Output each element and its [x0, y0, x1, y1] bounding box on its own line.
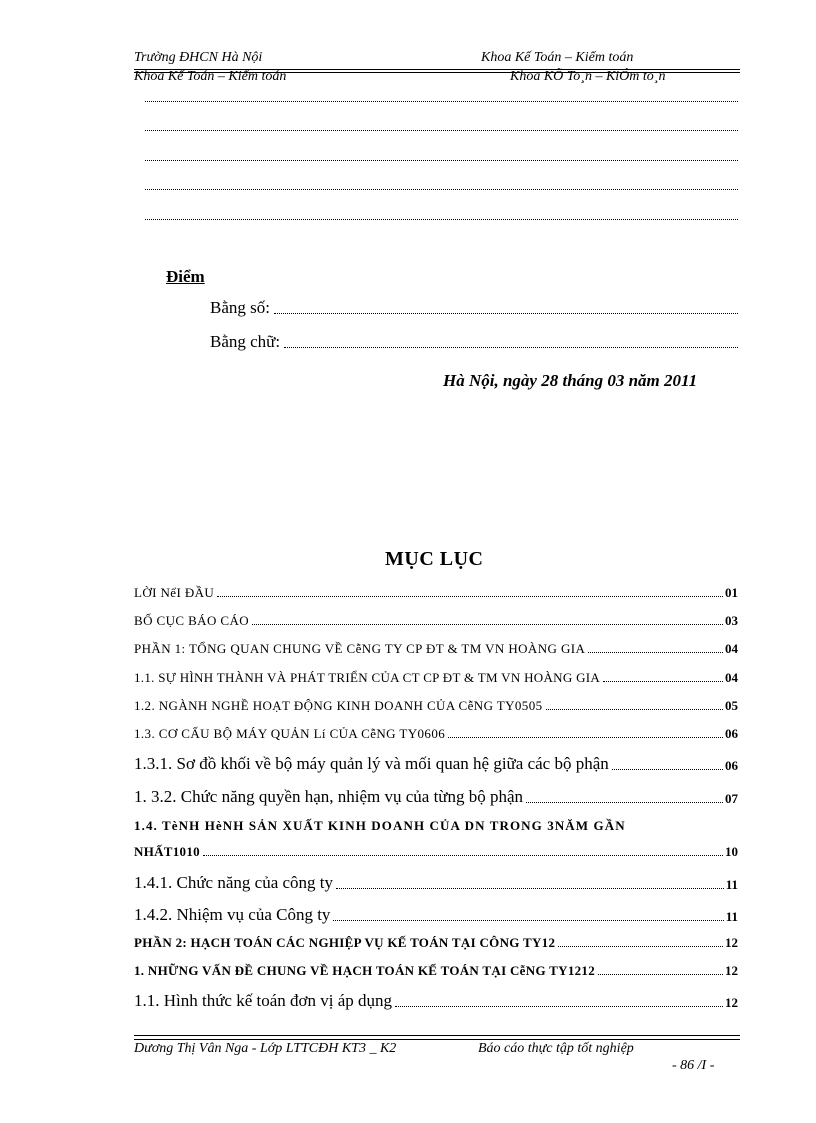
toc-entry [134, 613, 738, 629]
toc-leader [546, 709, 724, 710]
toc-entry-text: 1.3.1. Sơ đồ khối về bộ máy quản lý và mối quan hệ giữa các bộ phận [134, 754, 609, 773]
toc-entry-text: PHẦN 1: TỔNG QUAN CHUNG VỀ CễNG TY CP ĐT & TM VN HOÀNG GIA [134, 641, 586, 656]
toc-entry-page: 10 [725, 844, 738, 859]
comment-line [145, 219, 738, 220]
toc-entry-text: 1.4. TèNH HèNH SẢN XUẤT KINH DOANH CỦA DN TRONG 3NĂM GẦN [134, 818, 626, 833]
toc-entry-page: 03 [725, 613, 738, 628]
toc-leader [588, 652, 723, 653]
faculty-name: Khoa Kế Toán – Kiểm toán [481, 50, 634, 65]
toc-entry-page: 12 [725, 995, 738, 1010]
toc-leader [336, 888, 724, 889]
footer-report-title: Báo cáo thực tập tốt nghiệp [478, 1041, 634, 1056]
faculty-name-secondary: Khoa Kế Toán – Kiểm toán [134, 69, 287, 84]
toc-entry [134, 844, 738, 860]
footer-page-number: - 86 /I - [672, 1058, 715, 1073]
toc-entry [134, 754, 738, 774]
toc-entry-text: 1.4.1. Chức năng của công ty [134, 873, 334, 892]
toc-entry-page: 12 [725, 963, 738, 978]
score-words-blank [284, 347, 738, 348]
toc-entry [134, 585, 738, 601]
toc-entry [134, 641, 738, 657]
toc-entry-page: 04 [725, 641, 738, 656]
footer-divider [134, 1035, 740, 1036]
toc-entry-page: 06 [725, 758, 738, 773]
toc-entry-page: 11 [725, 909, 738, 924]
toc-entry [134, 670, 738, 686]
toc-entry [134, 873, 738, 893]
score-in-words [210, 332, 738, 352]
toc-leader [203, 855, 723, 856]
toc-entry-page: 01 [725, 585, 738, 600]
toc-entry-page: 12 [725, 935, 738, 950]
toc-entry-text: PHẦN 2: HẠCH TOÁN CÁC NGHIỆP VỤ KẾ TOÁN TẠI CÔNG TY12 [134, 935, 556, 950]
toc-entry-page: 06 [725, 726, 738, 741]
toc-entry [134, 726, 738, 742]
toc-entry-text: 1. 3.2. Chức năng quyền hạn, nhiệm vụ của từng bộ phận [134, 787, 524, 806]
toc-leader [612, 769, 723, 770]
toc-entry [134, 905, 738, 925]
toc-title: MỤC LỤC [385, 548, 484, 570]
toc-leader [395, 1006, 723, 1007]
toc-entry [134, 935, 738, 951]
score-numbers-blank [274, 313, 738, 314]
toc-leader [598, 974, 723, 975]
toc-entry-page: 05 [725, 698, 738, 713]
toc-leader [217, 596, 723, 597]
toc-entry [134, 698, 738, 714]
footer-divider-2 [134, 1039, 740, 1040]
comment-line [145, 189, 738, 190]
toc-entry [134, 787, 738, 807]
toc-entry [134, 963, 738, 979]
toc-leader [252, 624, 723, 625]
toc-entry [134, 991, 738, 1011]
toc-leader [448, 737, 723, 738]
toc-leader [603, 681, 723, 682]
toc-entry-page: 11 [725, 877, 738, 892]
toc-entry-text: 1.1. SỰ HÌNH THÀNH VÀ PHÁT TRIỂN CỦA CT CP ĐT & TM VN HOÀNG GIA [134, 670, 601, 685]
toc-entry-text: LỜI NểI ĐẦU [134, 585, 215, 600]
toc-entry-text: 1.1. Hình thức kế toán đơn vị áp dụng [134, 991, 393, 1010]
school-name: Trường ĐHCN Hà Nội [134, 50, 263, 65]
toc-leader [526, 802, 723, 803]
toc-entry-text: 1.4.2. Nhiệm vụ của Công ty [134, 905, 331, 924]
faculty-name-garbled: Khoa KÕ To¸n – KiÓm to¸n [510, 69, 666, 84]
score-words-label: Bằng chữ: [210, 332, 281, 351]
toc-entry-page: 04 [725, 670, 738, 685]
toc-leader [333, 920, 723, 921]
comment-line [145, 101, 738, 102]
score-heading: Điểm [166, 267, 205, 286]
toc-entry-text: BỐ CỤC BÁO CÁO [134, 613, 250, 628]
toc-entry-text: 1.2. NGÀNH NGHỀ HOẠT ĐỘNG KINH DOANH CỦA CễNG TY0505 [134, 698, 543, 713]
toc-entry-page: 07 [725, 791, 738, 806]
comment-line [145, 160, 738, 161]
score-numbers-label: Bằng số: [210, 298, 270, 317]
toc-entry-text: NHẤT1010 [134, 844, 200, 859]
toc-entry-text: 1. NHỮNG VẤN ĐỀ CHUNG VỀ HẠCH TOÁN KẾ TOÁN TẠI CễNG TY1212 [134, 963, 596, 978]
toc-leader [558, 946, 723, 947]
toc-entry-text: 1.3. CƠ CẤU BỘ MÁY QUẢN Lí CỦA CễNG TY0606 [134, 726, 446, 741]
comment-line [145, 130, 738, 131]
footer-author: Dương Thị Vân Nga - Lớp LTTCĐH KT3 _ K2 [134, 1041, 397, 1056]
score-in-numbers [210, 298, 738, 318]
date-line: Hà Nội, ngày 28 tháng 03 năm 2011 [443, 371, 698, 390]
